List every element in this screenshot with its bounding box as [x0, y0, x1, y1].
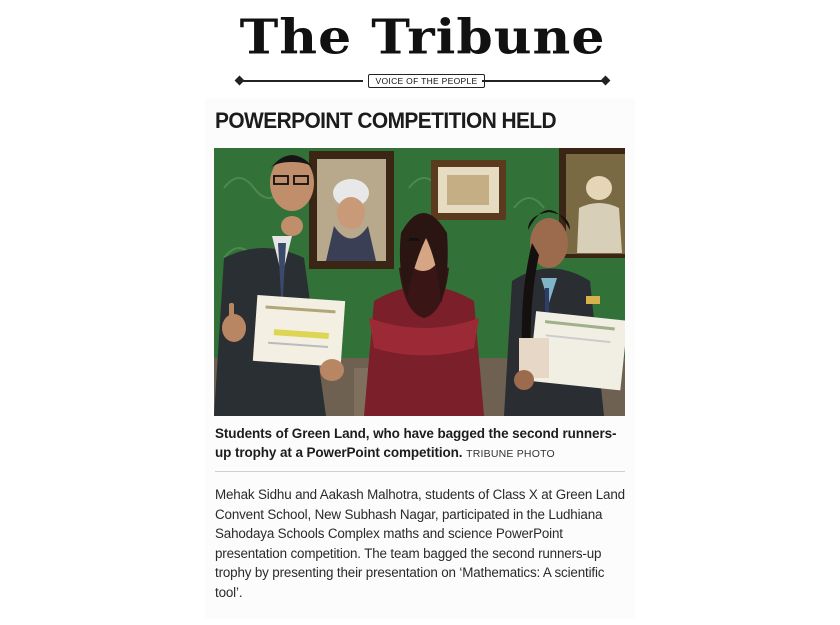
- tagline-rule-right: [482, 80, 607, 82]
- newspaper-title: The Tribune: [239, 9, 606, 66]
- photo-caption: [215, 424, 627, 464]
- students-photo-illustration: [214, 148, 625, 416]
- caption-text: Students of Green Land, who have bagged the second runners-up trophy at a PowerPoint competition.: [215, 426, 617, 460]
- article-headline: POWERPOINT COMPETITION HELD: [215, 108, 557, 133]
- tagline-diamond-left: [235, 76, 245, 86]
- tagline-row: [238, 74, 607, 88]
- tagline-rule-left: [238, 80, 363, 82]
- article-photo: [214, 148, 625, 416]
- newspaper-tagline: VOICE OF THE PEOPLE: [368, 74, 485, 88]
- masthead: [230, 8, 615, 88]
- tagline-diamond-right: [601, 76, 611, 86]
- article-body: Mehak Sidhu and Aakash Malhotra, students of Class X at Green Land Convent School, New Subhash Nagar, participated in the Ludhiana Sahodaya Schools Complex maths and science PowerPoint presentation competition. The team bagged the second runners-up trophy by presenting their presentation on ‘Mathematics: A scientific tool’.: [215, 487, 625, 600]
- article: [205, 98, 635, 618]
- photo-credit: TRIBUNE PHOTO: [466, 448, 555, 460]
- caption-divider: [215, 471, 625, 472]
